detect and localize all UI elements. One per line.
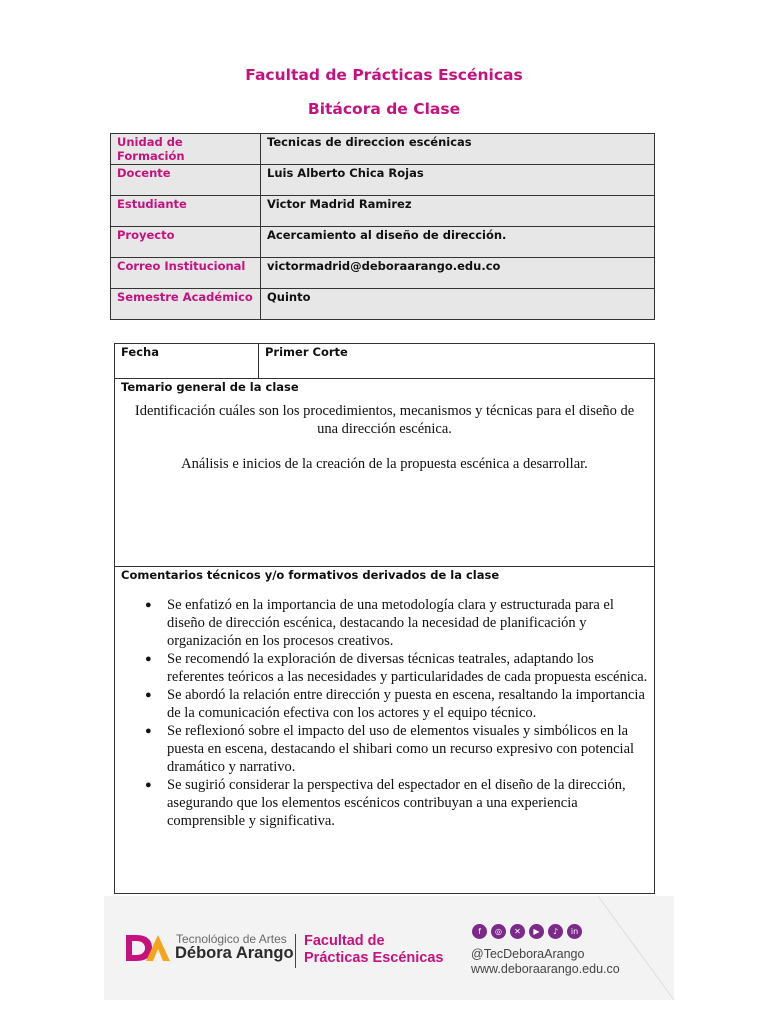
temario-paragraph-1: Identificación cuáles son los procedimientos, mecanismos y técnicas para el diseño de una dirección escénica. — [134, 403, 635, 437]
info-label: Docente — [111, 165, 261, 196]
logo-icon — [126, 935, 172, 961]
table-row — [111, 258, 655, 289]
table-row — [111, 196, 655, 227]
info-value: Acercamiento al diseño de dirección. — [261, 227, 655, 258]
info-table — [110, 133, 655, 320]
instagram-icon[interactable]: ◎ — [491, 924, 506, 939]
table-row — [111, 134, 655, 165]
table-row — [115, 344, 655, 379]
temario-label: Temario general de la clase — [121, 380, 299, 394]
page-title: Facultad de Prácticas Escénicas — [245, 66, 523, 84]
logo-subtitle: Tecnológico de Artes — [176, 932, 287, 946]
footer-faculty — [304, 933, 443, 967]
comentarios-list — [121, 596, 648, 830]
info-label: Estudiante — [111, 196, 261, 227]
list-item: ● Se sugirió considerar la perspectiva del espectador en el diseño de la dirección, asegurando que los elementos escénicos contribuyan a una experiencia comprensible y significativa. — [167, 776, 648, 830]
list-item: ● Se recomendó la exploración de diversas técnicas teatrales, adaptando los referentes teóricos a las necesidades y particularidades de cada propuesta escénica. — [167, 650, 648, 686]
youtube-icon[interactable]: ▶ — [529, 924, 544, 939]
table-row — [115, 567, 655, 894]
temario-cell — [115, 379, 655, 567]
comentarios-cell — [115, 567, 655, 894]
table-row — [115, 379, 655, 567]
class-log-table — [114, 343, 655, 894]
tiktok-icon[interactable]: ♪ — [548, 924, 563, 939]
temario-paragraph-2: Análisis e inicios de la creación de la propuesta escénica a desarrollar. — [181, 456, 588, 472]
faculty-line-1: Facultad de — [304, 933, 385, 949]
fecha-value: Primer Corte — [259, 344, 655, 379]
linkedin-icon[interactable]: in — [567, 924, 582, 939]
info-value: Victor Madrid Ramirez — [261, 196, 655, 227]
info-label: Correo Institucional — [111, 258, 261, 289]
list-item: ● Se enfatizó en la importancia de una metodología clara y estructurada para el diseño de dirección escénica, destacando la necesidad de planificación y organización en los procesos creativos. — [167, 596, 648, 650]
info-label: Unidad de Formación — [111, 134, 261, 165]
table-row — [111, 289, 655, 320]
fecha-label: Fecha — [115, 344, 259, 379]
comentarios-label: Comentarios técnicos y/o formativos derivados de la clase — [121, 568, 500, 582]
website-link[interactable]: www.deboraarango.edu.co — [471, 962, 620, 976]
x-icon[interactable]: ✕ — [510, 924, 525, 939]
table-row — [111, 227, 655, 258]
footer-decoration — [598, 896, 678, 1000]
logo-name: Débora Arango — [175, 944, 294, 962]
facebook-icon[interactable]: f — [472, 924, 487, 939]
social-handle[interactable]: @TecDeboraArango — [471, 947, 585, 961]
page-subtitle: Bitácora de Clase — [307, 100, 461, 118]
list-item: ● Se reflexionó sobre el impacto del uso de elementos visuales y simbólicos en la puesta en escena, destacando el shibari como un recurso expresivo con potencial dramático y narrativo. — [167, 722, 648, 776]
list-item: ● Se abordó la relación entre dirección y puesta en escena, resaltando la importancia de la comunicación efectiva con los actores y el equipo técnico. — [167, 686, 648, 722]
info-label: Proyecto — [111, 227, 261, 258]
social-icons — [472, 924, 582, 939]
info-value: Quinto — [261, 289, 655, 320]
info-label: Semestre Académico — [111, 289, 261, 320]
faculty-line-2: Prácticas Escénicas — [304, 950, 444, 966]
info-value: Luis Alberto Chica Rojas — [261, 165, 655, 196]
footer-divider — [295, 934, 296, 968]
info-value: Tecnicas de direccion escénicas — [261, 134, 655, 165]
table-row — [111, 165, 655, 196]
info-value: victormadrid@deboraarango.edu.co — [261, 258, 655, 289]
